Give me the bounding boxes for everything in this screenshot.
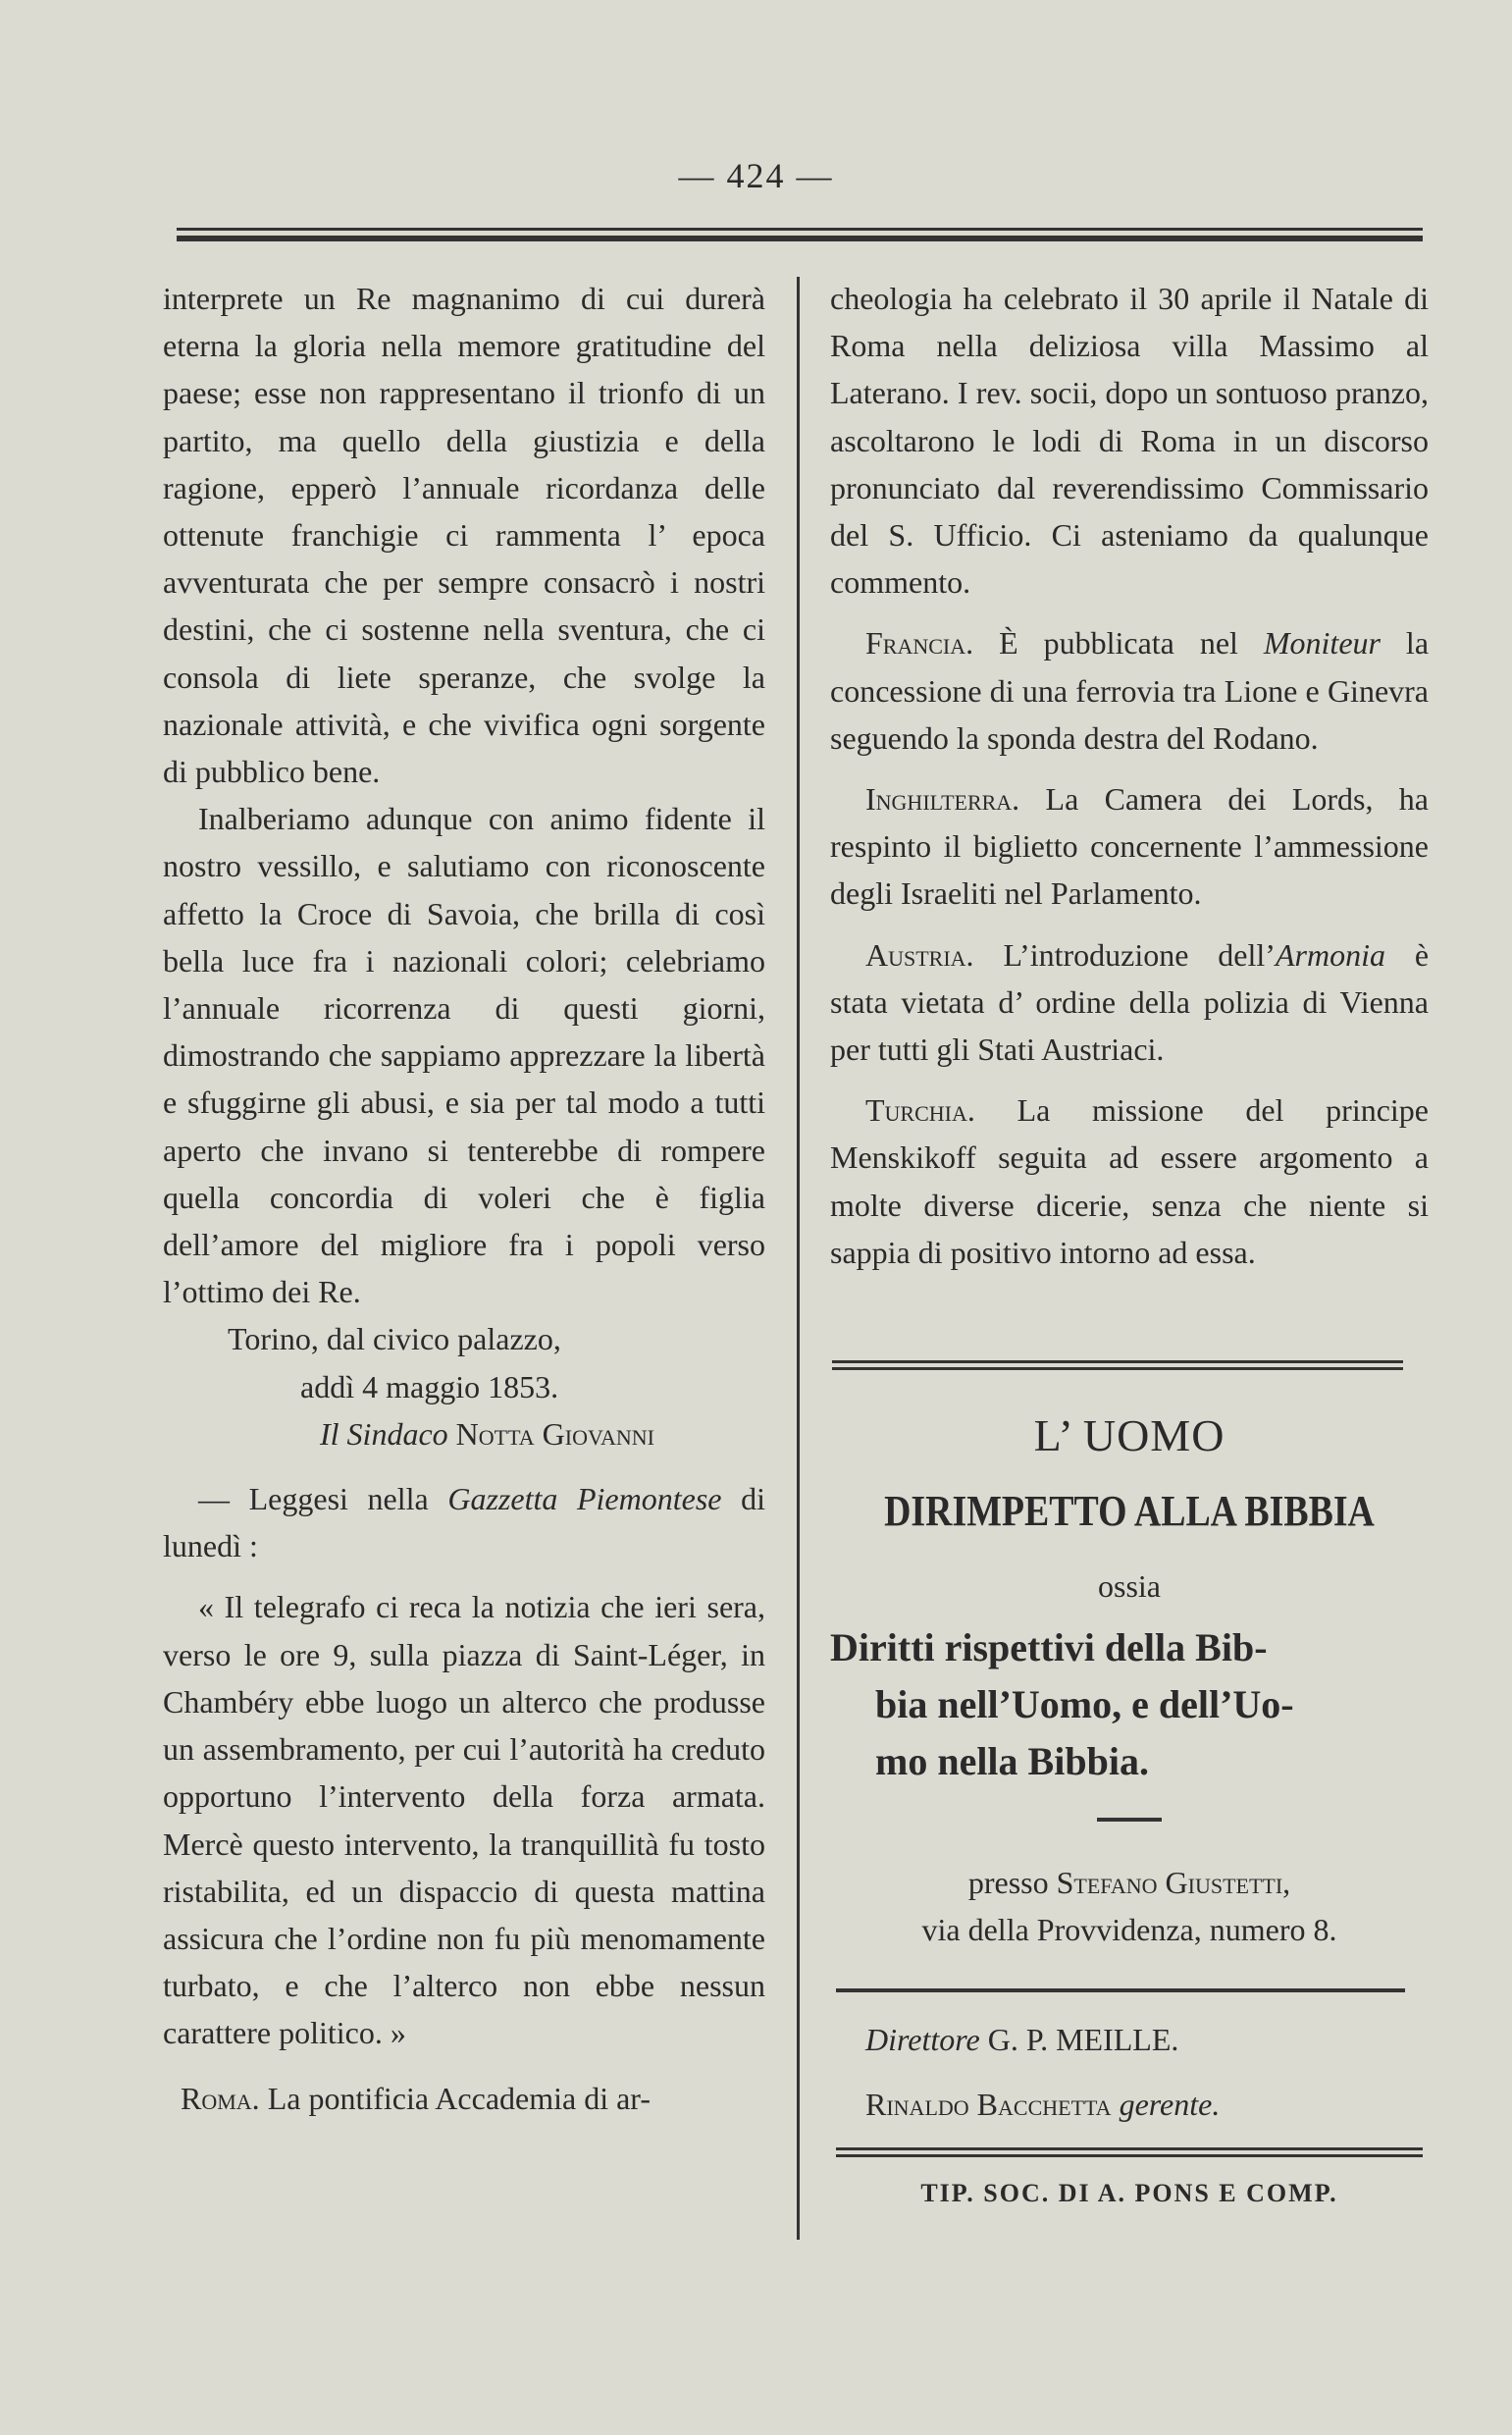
moniteur-title: Moniteur <box>1263 625 1381 662</box>
footer-double-rule <box>836 2147 1423 2157</box>
publisher-prefix: presso <box>967 1865 1049 1900</box>
right-column <box>830 275 1429 1276</box>
turchia-text: La missione del principe Menskikoff seguita ad essere argomento a molte diverse dicerie, senza che niente si sappia di positivo intorno ad essa. <box>830 1092 1430 1270</box>
paragraph-francia <box>830 619 1429 762</box>
signature-name: Notta Giovanni <box>455 1415 655 1452</box>
footer-top-rule <box>836 1988 1405 1992</box>
paragraph-telegrafo: « Il telegrafo ci reca la notizia che ieri sera, verso le ore 9, sulla piazza di Saint-Léger, in Chambéry ebbe luogo un alterco che produsse un assembramento, per cui l’autorità ha creduto opportuno l’intervento della forza armata. Mercè questo intervento, la tranquillità fu tosto ristabilita, ed un dispaccio di questa mattina assicura che l’ordine non fu più menomamente turbato, e che l’alterco non ebbe nessun carattere politico. » <box>163 1589 765 2051</box>
paragraph-interprete: interprete un Re magnanimo di cui durerà eterna la gloria nella memore gratitudine del paese; esse non rappresentano il trionfo di un partito, ma quello della giustizia e della ragione, epperò l’annuale ricordanza delle ottenute franchigie ci rammenta l’ epoca avventurata che per sempre consacrò i nostri destini, che ci sostenne nella sventura, che ci consola di liete speranze, che svolge la nazionale attività, e che vivifica ogni sorgente di pubblico bene. <box>163 281 765 790</box>
paragraph-gazzetta <box>163 1475 765 1569</box>
gerente-line <box>865 2087 1220 2123</box>
paragraph-turchia <box>830 1086 1429 1276</box>
page-number: — 424 — <box>678 156 834 195</box>
austria-text-b: è stata vietata d’ ordine della polizia di Vienna per tutti gli Stati Austriaci. <box>830 936 1430 1068</box>
header-double-rule <box>177 228 1423 241</box>
inghilterra-heading: Inghilterra. <box>865 781 1020 818</box>
inghilterra-text: La Camera dei Lords, ha respinto il biglietto concernente l’ammessione degli Israeliti nel Parlamento. <box>830 781 1430 912</box>
gerente-label: gerente. <box>1119 2087 1221 2122</box>
advert-subtitle-line-2: bia nell’Uomo, e dell’Uo- <box>875 1682 1294 1726</box>
advert-title-2: DIRIMPETTO ALLA BIBBIA <box>884 1487 1375 1535</box>
gazzetta-rest: di lunedì : <box>163 1481 765 1564</box>
advert-top-rule <box>832 1360 1403 1370</box>
advert-subtitle-line-1: Diritti rispettivi della Bib- <box>830 1625 1268 1669</box>
roma-text: La pontificia Accademia di ar- <box>267 2080 651 2116</box>
left-column <box>163 275 765 2122</box>
director-label: Direttore <box>865 2022 980 2057</box>
publisher-address: via della Provvidenza, numero 8. <box>921 1912 1337 1947</box>
francia-text-b: la concessione di una ferrovia tra Lione e Ginevra seguendo la sponda destra del Rodano. <box>830 625 1430 756</box>
paragraph-roma <box>163 2075 765 2122</box>
director-line <box>865 2022 1178 2058</box>
austria-text-a: L’introduzione dell’ <box>1003 936 1276 973</box>
gerente-name: Rinaldo Bacchetta <box>865 2087 1112 2122</box>
column-divider <box>797 277 800 2240</box>
director-name: G. P. MEILLE. <box>987 2022 1179 2057</box>
advert-ossia: ossia <box>1098 1568 1161 1604</box>
paragraph-archeologia: cheologia ha celebrato il 30 aprile il Natale di Roma nella deliziosa villa Massimo al Laterano. I rev. socii, dopo un sontuoso pranzo, ascoltarono le lodi di Roma in un discorso pronunciato dal reverendissimo Commissario del S. Ufficio. Ci asteniamo da qualunque commento. <box>830 281 1429 601</box>
signature-date: addì 4 maggio 1853. <box>300 1368 559 1404</box>
advert-short-rule <box>1097 1818 1162 1822</box>
paragraph-austria <box>830 931 1429 1074</box>
signature-line <box>163 1410 765 1457</box>
armonia-title: Armonia <box>1275 936 1385 973</box>
paragraph-inghilterra <box>830 775 1429 918</box>
advert-publisher <box>830 1859 1429 1953</box>
roma-heading: Roma. <box>181 2080 260 2116</box>
paragraph-inalberiamo: Inalberiamo adunque con animo fidente il nostro vessillo, e salutiamo con riconoscente affetto la Croce di Savoia, che brilla di così bella luce fra i nazionali colori; celebriamo l’annuale ricorrenza di questi giorni, dimostrando che sappiamo apprezzare la libertà e sfuggirne gli abusi, e sia per tal modo a tutti aperto che invano si tenterebbe di rompere quella concordia di voleri che è figlia dell’amore del migliore fra i popoli verso l’ottimo dei Re. <box>163 801 765 1310</box>
advert-title: L’ UOMO <box>1033 1410 1225 1460</box>
signature-place: Torino, dal civico palazzo, <box>228 1321 561 1357</box>
francia-text-a: È pubblicata nel <box>999 625 1238 662</box>
publisher-name: Stefano Giustetti, <box>1056 1865 1291 1900</box>
signature-role: Il Sindaco <box>320 1415 448 1452</box>
gazzetta-title: Gazzetta Piemontese <box>447 1481 722 1517</box>
turchia-heading: Turchia. <box>865 1092 975 1129</box>
austria-heading: Austria. <box>865 936 974 973</box>
francia-heading: Francia. <box>865 625 974 662</box>
gazzetta-dash: — Leggesi nella <box>198 1481 429 1517</box>
advert-subtitle-line-3: mo nella Bibbia. <box>875 1739 1149 1783</box>
advert-subtitle <box>830 1619 1419 1790</box>
printer-credit: TIP. SOC. DI A. PONS E COMP. <box>920 2179 1338 2207</box>
